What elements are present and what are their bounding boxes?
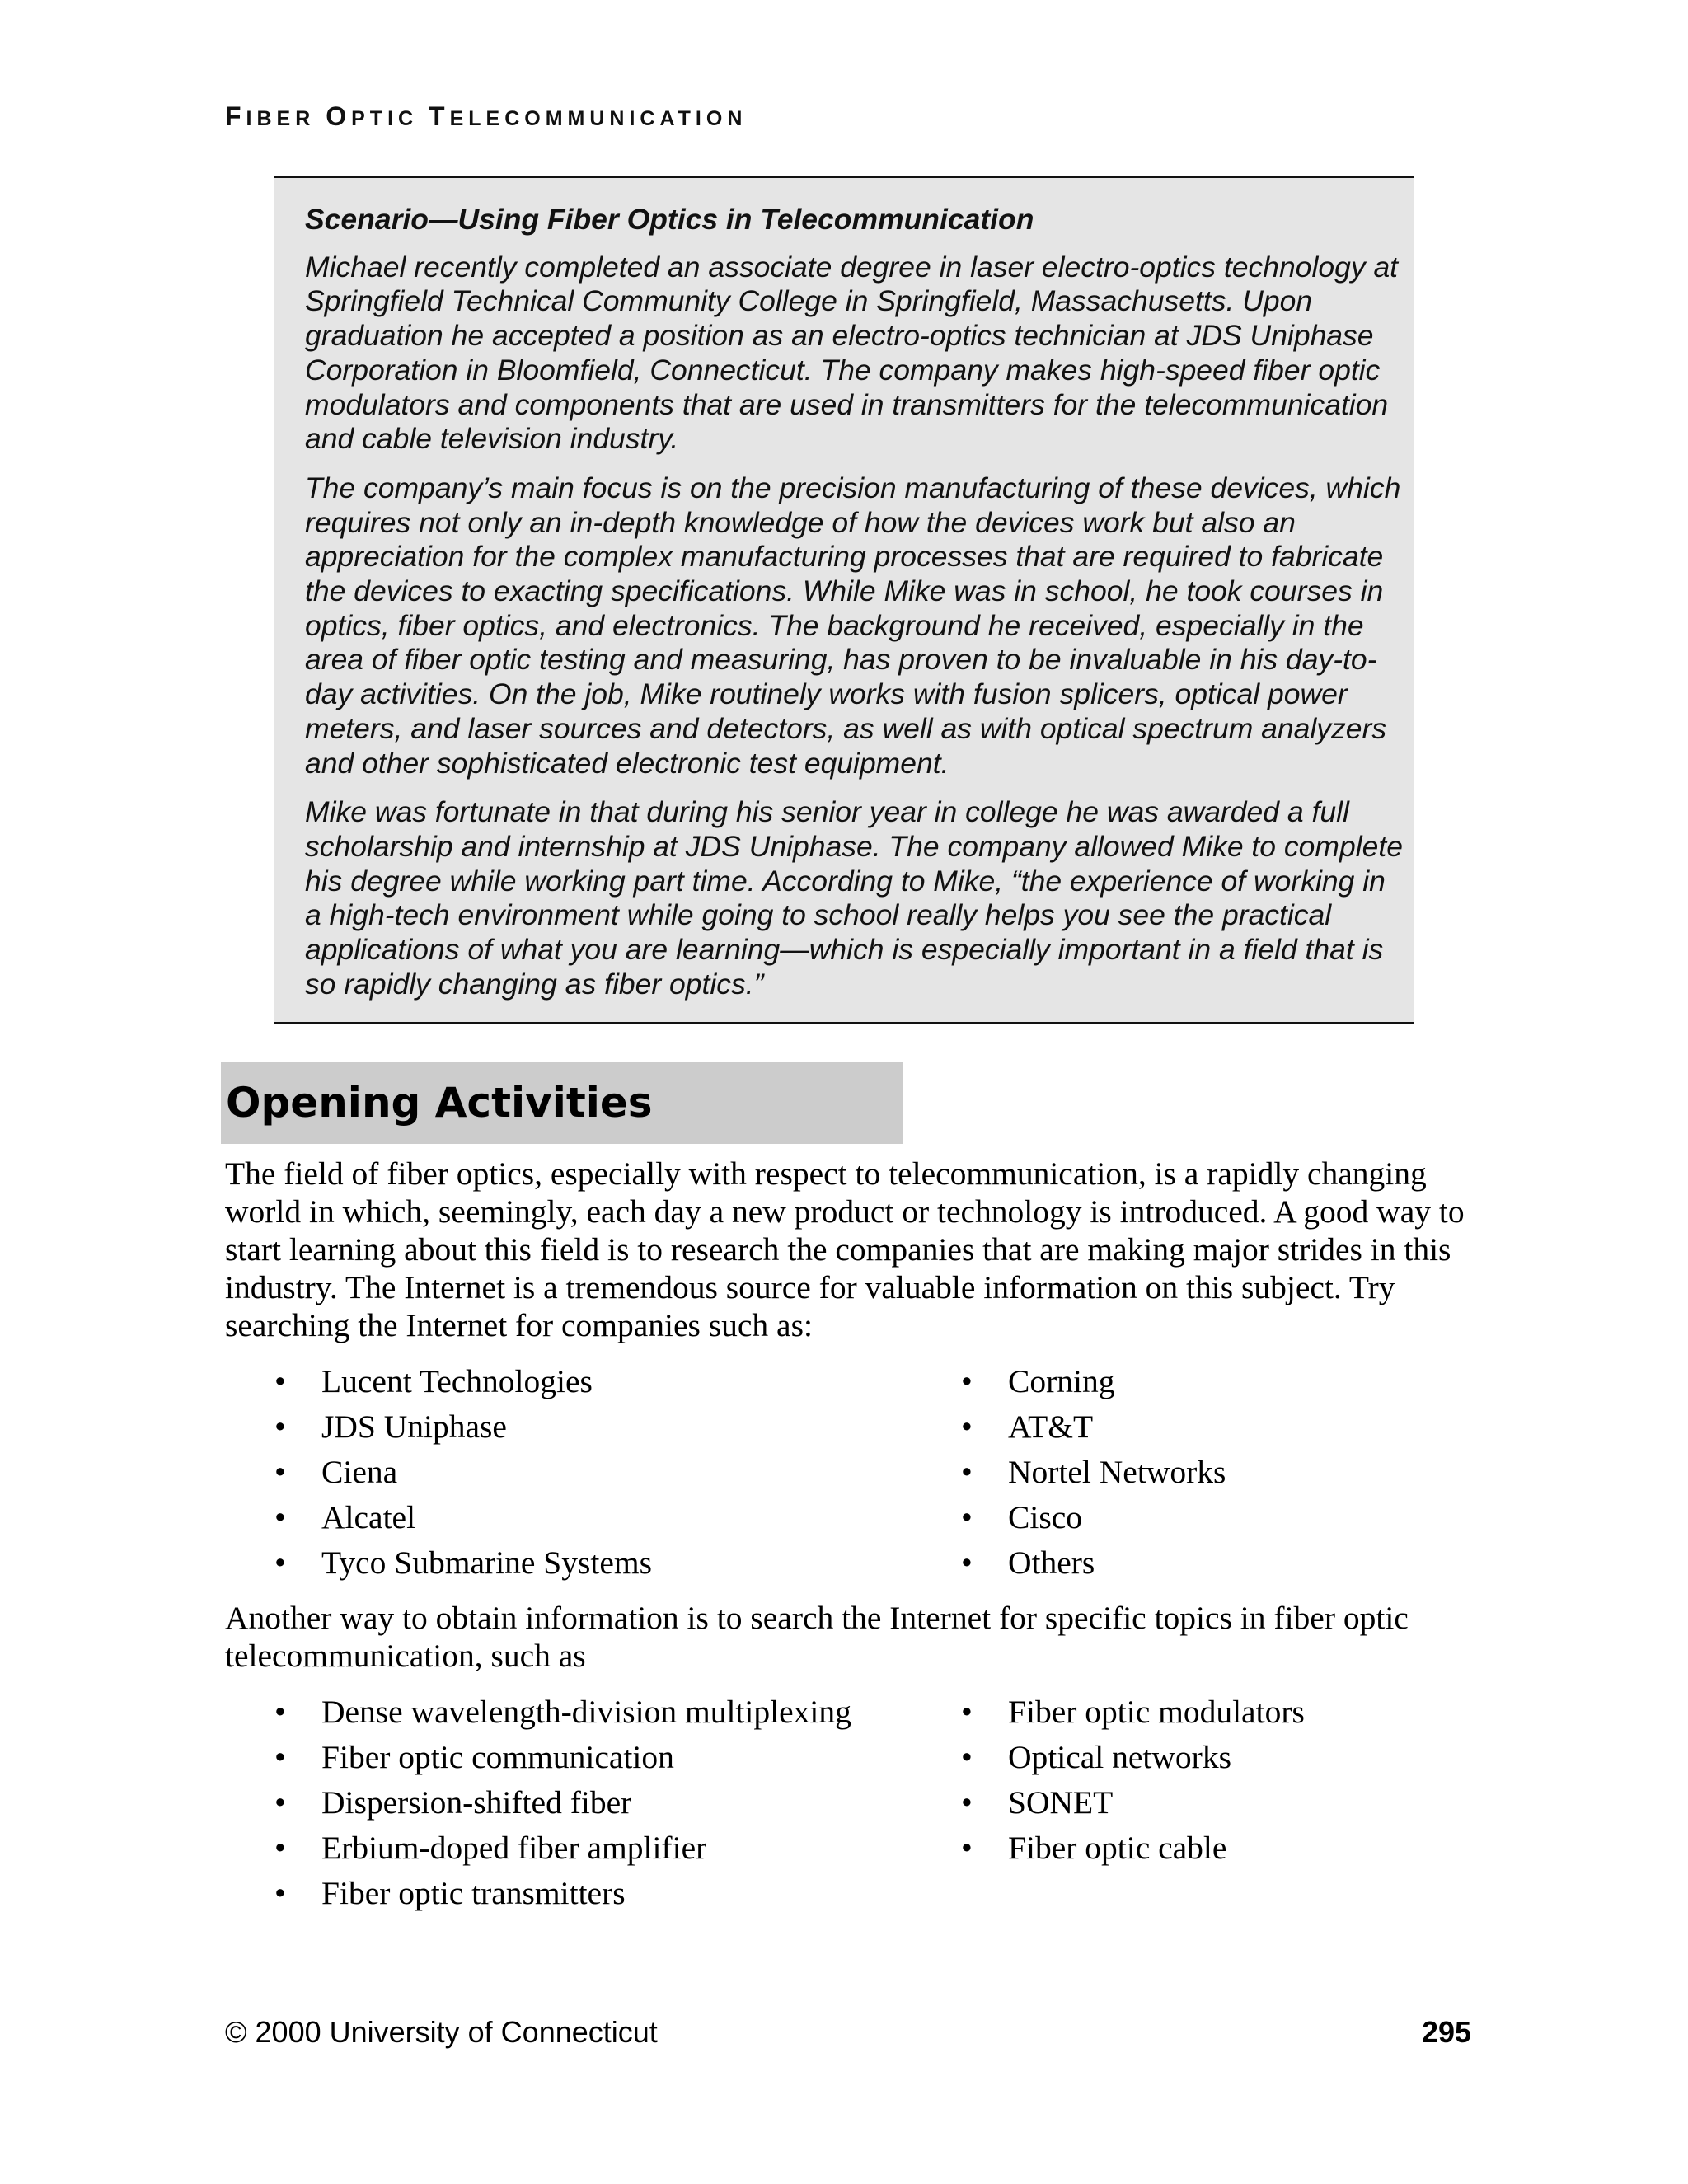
intro-paragraph: The field of fiber optics, especially with respect to telecommunication, is a rapidly changing world in which, seemingly, each day a new product or technology is introduced. A good way to start learning about this field is to research the companies that are making major strides in this industry. The Internet is a tremendous source for valuable information on this subject. Try searching the Internet for companies such as: (225, 1155, 1465, 1343)
list-item: • SONET (961, 1780, 1305, 1825)
scenario-paragraph-3: Mike was fortunate in that during his senior year in college he was awarded a full scholarship and internship at JDS Uniphase. The company allowed Mike to complete his degree while working part time. According to Mike, “the experience of working in a high-tech environment while going to school really helps you see the practical applications of what you are learning—which is especially important in a field that is so rapidly changing as fiber optics.” (305, 795, 1403, 1001)
header-word-2: OPTIC (326, 101, 419, 131)
list-item: • AT&T (961, 1404, 1226, 1450)
scenario-box (274, 176, 1414, 1024)
list-item: • Cisco (961, 1495, 1226, 1540)
company-list-right (961, 1359, 1226, 1586)
list-item: • Corning (961, 1359, 1226, 1404)
list-item: • JDS Uniphase (274, 1404, 652, 1450)
scenario-title: Scenario—Using Fiber Optics in Telecommunication (305, 203, 1034, 236)
section-heading: Opening Activities (221, 1062, 903, 1144)
header-word-3: TELECOMMUNICATION (429, 101, 748, 131)
list-item: • Fiber optic transmitters (274, 1871, 851, 1916)
list-item: • Others (961, 1540, 1226, 1586)
page-number: 295 (1422, 2015, 1472, 2049)
list-item: • Lucent Technologies (274, 1359, 652, 1404)
topics-paragraph: Another way to obtain information is to search the Internet for specific topics in fiber optic telecommunication, such as (225, 1600, 1409, 1674)
footer-copyright: © 2000 University of Connecticut (225, 2015, 658, 2049)
list-item: • Nortel Networks (961, 1450, 1226, 1495)
list-item: • Optical networks (961, 1735, 1305, 1780)
topic-list-right (961, 1690, 1305, 1871)
list-item: • Fiber optic modulators (961, 1690, 1305, 1735)
list-item: • Fiber optic communication (274, 1735, 851, 1780)
list-item: • Tyco Submarine Systems (274, 1540, 652, 1586)
scenario-paragraph-2: The company’s main focus is on the precision manufacturing of these devices, which requires not only an in-depth knowledge of how the devices work but also an appreciation for the complex manufacturing processes that are required to fabricate the devices to exacting specifications. While Mike was in school, he took courses in optics, fiber optics, and electronics. The background he received, especially in the area of fiber optic testing and measuring, has proven to be invaluable in his day-to-day activities. On the job, Mike routinely works with fusion splicers, optical power meters, and laser sources and detectors, as well as with optical spectrum analyzers and other sophisticated electronic test equipment. (305, 471, 1401, 780)
company-list-left (274, 1359, 652, 1586)
list-item: • Erbium-doped fiber amplifier (274, 1825, 851, 1871)
scenario-paragraph-1: Michael recently completed an associate degree in laser electro-optics technology at Springfield Technical Community College in Springfield, Massachusetts. Upon graduation he accepted a position as an electro-optics technician at JDS Uniphase Corporation in Bloomfield, Connecticut. The company makes high-speed fiber optic modulators and components that are used in transmitters for the telecommunication and cable television industry. (305, 250, 1399, 456)
topic-list-left (274, 1690, 851, 1916)
list-item: • Dispersion-shifted fiber (274, 1780, 851, 1825)
list-item: • Fiber optic cable (961, 1825, 1305, 1871)
list-item: • Dense wavelength-division multiplexing (274, 1690, 851, 1735)
running-header (225, 101, 747, 132)
list-item: • Alcatel (274, 1495, 652, 1540)
header-word-1: FIBER (225, 101, 316, 131)
list-item: • Ciena (274, 1450, 652, 1495)
